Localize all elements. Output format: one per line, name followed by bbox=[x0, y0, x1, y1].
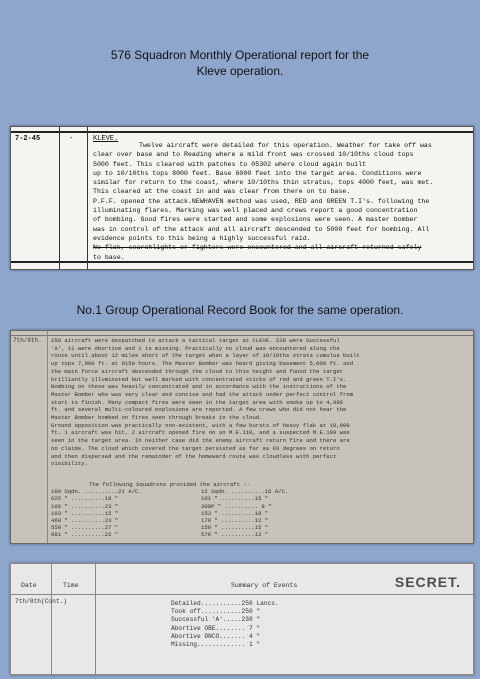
summary-date: 7th/8th(Cont.) bbox=[15, 598, 67, 605]
squadron-caption-line-2: Kleve operation. bbox=[196, 64, 284, 78]
table-cell: 576 " ..........12 " bbox=[201, 531, 269, 539]
column-divider bbox=[47, 331, 48, 543]
table-cell: 170 " ..........12 " bbox=[201, 517, 269, 525]
summary-list bbox=[171, 600, 279, 649]
report-line: 5000 feet. This cleared with patches to 05302 where cloud again built bbox=[93, 160, 367, 168]
report-line: clear over base and to Reading where a mild front was crossed 10/10ths cloud tops bbox=[93, 151, 414, 159]
table-cell: 103 " ..........15 " bbox=[51, 509, 119, 517]
column-divider bbox=[87, 127, 88, 269]
summary-item: Abortive DNCO....... 4 " bbox=[171, 632, 261, 640]
squadron-table bbox=[51, 481, 351, 539]
orb-body bbox=[51, 337, 469, 468]
report-line: illuminating flares. Marking was well placed and crews report a good concentration bbox=[93, 207, 418, 215]
report-line: similar for return to the coast, where 10/10ths thin stratus, tops 4000 feet, was met. bbox=[93, 179, 434, 187]
orb-line: and then dispersed and the remainder of the homeward route was cloudless with perfect bbox=[51, 452, 337, 460]
table-cell: 150 " ..........15 " bbox=[201, 524, 269, 532]
report-line: evidence points to this being a highly successful raid. bbox=[93, 234, 311, 242]
orb-line: seen in the target area. In neither case did the enemy aircraft return fire and there are bbox=[51, 437, 350, 445]
table-row bbox=[51, 517, 351, 524]
orb-line: visibility. bbox=[51, 460, 88, 468]
squadron-caption bbox=[0, 47, 480, 79]
orb-line: 'A', 11 were Abortive and 1 is missing. Practically no cloud was encountered along the bbox=[51, 344, 340, 352]
report-line: up to 10/10ths tops 8000 feet. Base 6000 feet into the target area. Conditions were bbox=[93, 169, 422, 177]
table-cell: 300P " .......... 9 " bbox=[201, 502, 272, 510]
orb-line: the main force aircraft descended through the cloud to this height and found the target bbox=[51, 367, 344, 375]
top-rule bbox=[11, 131, 473, 133]
report-line: Twelve aircraft were detailed for this operation. Weather for take off was bbox=[139, 142, 432, 149]
summary-column-header: Summary of Events bbox=[231, 582, 298, 589]
orb-line: ft. 1 aircraft was hit, 2 aircraft opened fire on an M.E.110, and a suspected M.E.109 was bbox=[51, 429, 350, 437]
orb-line: Master Bomber bombed on fires seen through breaks in the cloud. bbox=[51, 414, 263, 422]
table-row bbox=[51, 531, 351, 538]
table-cell: 625 " ..........18 " bbox=[51, 495, 119, 503]
orb-line: Bombing on these was heavily concentrated and in accordance with the instructions of the bbox=[51, 383, 347, 391]
report-title: KLEVE. bbox=[93, 135, 119, 143]
time-column-header: Time bbox=[63, 582, 79, 589]
report-body bbox=[93, 141, 467, 262]
report-line: was in control of the attack and all aircraft descended to 5000 feet for bombing. All bbox=[93, 225, 430, 233]
column-divider bbox=[95, 564, 96, 674]
table-cell: 460 " ..........23 " bbox=[51, 517, 119, 525]
orb-line: brilliantly illuminated but well marked with concentrated sticks of red and green T.I's. bbox=[51, 375, 347, 383]
report-date: 7-2-45 bbox=[15, 135, 41, 143]
report-line: This cleared at the coast in and was clear from there on to base. bbox=[93, 188, 351, 196]
group-caption: No.1 Group Operational Record Book for the same operation. bbox=[76, 303, 404, 317]
header-rule bbox=[11, 594, 473, 595]
table-cell: 550 " ..........27 " bbox=[51, 524, 119, 532]
table-row bbox=[51, 488, 351, 495]
table-cell: 12 Sqdn. ..........16 A/C. bbox=[201, 488, 289, 496]
table-row bbox=[51, 495, 351, 502]
squadron-report-document bbox=[10, 126, 474, 270]
orb-line: Master Bomber who was very clear and concise and had the attack under perfect control from bbox=[51, 390, 354, 398]
orb-line: up tops 7,000 ft. at 0150 hours. The Master Bomber was heard giving basement 5,000 ft. and bbox=[51, 360, 354, 368]
date-column-header: Date bbox=[21, 582, 37, 589]
summary-item: Successful 'A'.....238 " bbox=[171, 616, 261, 624]
summary-item: Abortive OBE........ 7 " bbox=[171, 624, 261, 632]
orb-summary-document bbox=[10, 563, 474, 675]
summary-item: Missing............. 1 " bbox=[171, 641, 261, 649]
group-orb-document bbox=[10, 330, 474, 544]
summary-item: Took off...........250 " bbox=[171, 608, 261, 616]
orb-line: Ground opposition was practically non-existent, with a few bursts of heavy flak at 10,000 bbox=[51, 421, 350, 429]
table-cell: 981 " ..........22 " bbox=[51, 531, 119, 539]
orb-line: start to finish. Many compact fires were seen in the target area with smoke up to 4,000 bbox=[51, 398, 344, 406]
orb-line: 250 aircraft were despatched to attack a tactical target at CLEVE. 238 were Successful bbox=[51, 337, 340, 344]
column-divider bbox=[51, 564, 52, 674]
orb-date: 7th/8th. bbox=[13, 337, 42, 344]
report-line: of bombing. Good fires were started and some explosions were seen. A master bomber bbox=[93, 216, 418, 224]
report-line: to base. bbox=[93, 253, 125, 261]
table-cell: 166 " ..........23 " bbox=[51, 502, 119, 510]
table-row bbox=[51, 524, 351, 531]
orb-line: no claims. The cloud which covered the target persisted as far as 03 degrees on return bbox=[51, 444, 340, 452]
squadron-table-header: The following Squadrons provided the aircraft :- bbox=[89, 481, 251, 488]
report-line: P.F.F. opened the attack.NEWHAVEN method was used, RED and GREEN T.I's. following the bbox=[93, 197, 430, 205]
top-rule bbox=[11, 335, 473, 336]
orb-line: route until about 12 miles short of the target when a layer of 10/10ths strata cumulus built bbox=[51, 352, 360, 360]
table-cell: 153 " ..........18 " bbox=[201, 509, 269, 517]
table-cell: 100 Sqdn. ..........21 A/C. bbox=[51, 488, 142, 496]
report-line: No flak, searchlights or fighters were encountered and all aircraft returned safely bbox=[93, 244, 422, 252]
secret-stamp: SECRET. bbox=[394, 574, 461, 590]
table-cell: 101 " ..........15 " bbox=[201, 495, 269, 503]
orb-line: ft. and several multi-coloured explosions are reported. A few crews who did not hear the bbox=[51, 406, 347, 414]
table-row bbox=[51, 503, 351, 510]
table-row bbox=[51, 510, 351, 517]
report-time: - bbox=[69, 135, 74, 143]
column-divider bbox=[59, 127, 60, 269]
squadron-caption-line-1: 576 Squadron Monthly Operational report for the bbox=[110, 48, 370, 62]
summary-item: Detailed...........256 Lancs. bbox=[171, 600, 279, 607]
